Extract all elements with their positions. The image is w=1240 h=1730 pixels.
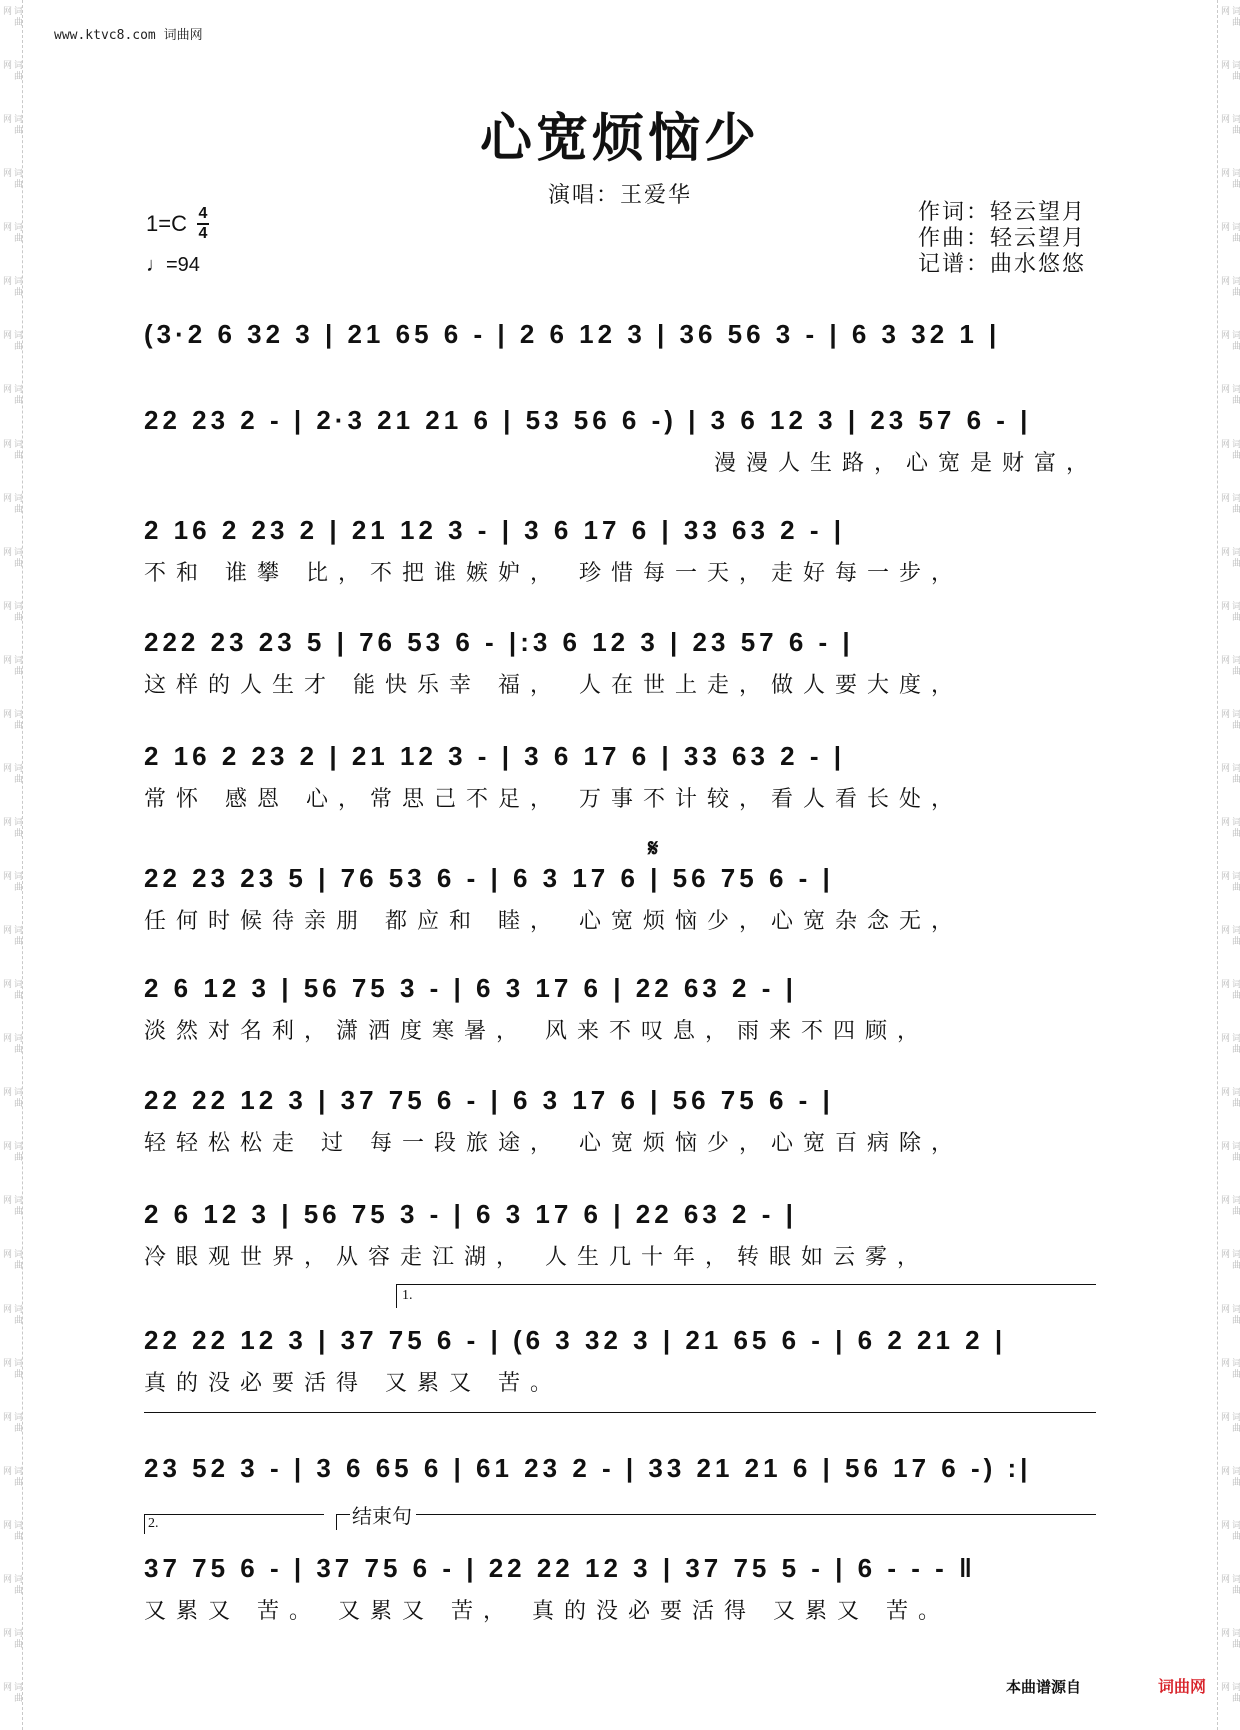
score-system-8 [144,1078,1100,1168]
segno-sign: 𝄋 [648,834,659,862]
first-ending-label: 1. [402,1288,413,1303]
first-ending-bracket-continued [144,1412,1096,1413]
watermark-text: 词曲网 [1,1033,22,1056]
watermark-text: 词曲网 [1219,438,1240,461]
song-title: 心宽烦恼少 [479,108,760,169]
watermark-text: 词曲网 [1,1411,22,1434]
watermark-text: 词曲网 [1,114,22,137]
watermark-text: 词曲网 [1,492,22,515]
watermark-text: 词曲网 [1219,1573,1240,1596]
watermark-text: 词曲网 [1219,979,1240,1002]
watermark-text: 词曲网 [1219,1249,1240,1272]
watermark-text: 词曲网 [1,925,22,948]
watermark-text: 词曲网 [1,708,22,731]
watermark-text: 词曲网 [1,168,22,191]
watermark-text: 词曲网 [1219,60,1240,83]
tempo-marking: ♩=94 [146,254,200,276]
watermark-text: 词曲网 [1,1303,22,1326]
watermark-text: 词曲网 [1,222,22,245]
lyric-line: 轻轻松松走 过 每一段旅途， 心宽烦恼少，心宽百病除， [144,1131,963,1156]
watermark-text: 词曲网 [1,438,22,461]
composer-credit: 作曲：轻云望月 [918,226,1087,251]
watermark-text: 词曲网 [1219,330,1240,353]
score-system-2 [144,398,1100,488]
watermark-text: 词曲网 [1219,1465,1240,1488]
time-signature [197,206,209,242]
watermark-text: 词曲网 [1,276,22,299]
lyric-line: 这样的人生才 能快乐幸 福， 人在世上走，做人要大度， [144,673,963,698]
key-signature [146,206,209,242]
watermark-text: 词曲网 [1219,1087,1240,1110]
watermark-text: 词曲网 [1219,1033,1240,1056]
watermark-text: 词曲网 [1219,384,1240,407]
watermark-text: 词曲网 [1,1087,22,1110]
watermark-text: 词曲网 [1,1465,22,1488]
notation-line: (3·2 6 32 3 | 21 65 6 - | 2 6 12 3 | 36 56 3 - | 6 3 32 1 | [144,319,1001,349]
ending-phrase-label: 结束句 [352,1504,412,1528]
watermark-text: 词曲网 [1219,546,1240,569]
watermark-text: 词曲网 [1,1627,22,1650]
lyric-line: 任何时候待亲朋 都应和 睦， 心宽烦恼少，心宽杂念无， [144,909,963,934]
watermark-text: 词曲网 [1219,654,1240,677]
second-ending-bracket [144,1514,324,1515]
watermark-text: 词曲网 [1,60,22,83]
watermark-text: 词曲网 [1,871,22,893]
watermark-text: 词曲网 [1,1519,22,1542]
right-watermark-strip [1217,0,1240,1730]
watermark-text: 词曲网 [1,654,22,677]
watermark-text: 词曲网 [1219,6,1240,28]
score-system-11 [144,1446,1100,1536]
left-watermark-strip [0,0,23,1730]
score-system-12 [144,1546,1100,1636]
notation-line: 2 16 2 23 2 | 21 12 3 - | 3 6 17 6 | 33 63 2 - | [144,741,846,771]
watermark-text: 词曲网 [1219,1627,1240,1650]
key-label: 1=C [146,211,187,236]
lyric-line: 不和 谁攀 比，不把谁嫉妒， 珍惜每一天，走好每一步， [144,561,963,586]
notation-line: 22 23 23 5 | 76 53 6 - | 6 3 17 6 | 56 75 6 - | [144,863,834,893]
transcriber-credit: 记谱：曲水悠悠 [918,252,1087,277]
score-system-5 [144,734,1100,824]
watermark-text: 词曲网 [1,1249,22,1272]
watermark-text: 词曲网 [1219,276,1240,299]
watermark-text: 词曲网 [1,1357,22,1380]
watermark-text: 词曲网 [1,979,22,1002]
first-ending-bracket [396,1284,1096,1285]
second-ending-bracket-left [144,1514,145,1534]
time-numerator: 4 [198,205,208,222]
watermark-text: 词曲网 [1219,925,1240,948]
watermark-text: 词曲网 [1219,1303,1240,1326]
watermark-text: 词曲网 [1,546,22,569]
score-system-4 [144,620,1100,710]
score-system-7 [144,966,1100,1056]
notation-line: 22 23 2 - | 2·3 21 21 6 | 53 56 6 -) | 3 6 12 3 | 23 57 6 - | [144,405,1032,435]
brand-logo[interactable]: 词曲网 [1158,1677,1207,1696]
watermark-text: 词曲网 [1,384,22,407]
ending-bracket-tick [336,1514,350,1515]
watermark-text: 词曲网 [1219,114,1240,137]
watermark-text: 词曲网 [1,6,22,28]
site-url-text: www.ktvc8.com [54,28,156,43]
watermark-text: 词曲网 [1,600,22,623]
watermark-text: 词曲网 [1219,762,1240,785]
score-system-9 [144,1192,1100,1282]
watermark-text: 词曲网 [1219,168,1240,191]
watermark-text: 词曲网 [1219,492,1240,515]
watermark-text: 词曲网 [1,816,22,839]
notation-line: 2 6 12 3 | 56 75 3 - | 6 3 17 6 | 22 63 2 - | [144,1199,797,1229]
watermark-text: 词曲网 [1,1141,22,1164]
watermark-text: 词曲网 [1219,1141,1240,1164]
watermark-text: 词曲网 [1219,816,1240,839]
notation-line: 22 22 12 3 | 37 75 6 - | 6 3 17 6 | 56 75 6 - | [144,1085,834,1115]
notation-line: 2 16 2 23 2 | 21 12 3 - | 3 6 17 6 | 33 63 2 - | [144,515,846,545]
lyric-line: 漫漫人生路，心宽是财富， [714,451,1099,476]
watermark-text: 词曲网 [1,1681,22,1704]
score-system-6 [144,856,1100,946]
watermark-text: 词曲网 [1,1195,22,1218]
first-ending-bracket-left [396,1284,397,1308]
notation-line: 23 52 3 - | 3 6 65 6 | 61 23 2 - | 33 21 21 6 | 56 17 6 -) :| [144,1453,1032,1483]
ending-bracket-left [336,1514,337,1530]
watermark-text: 词曲网 [1,1573,22,1596]
score-system-3 [144,508,1100,598]
watermark-text: 词曲网 [1219,1681,1240,1704]
notation-line: 22 22 12 3 | 37 75 6 - | (6 3 32 3 | 21 65 6 - | 6 2 21 2 | [144,1325,1007,1355]
watermark-text: 词曲网 [1219,1195,1240,1218]
watermark-text: 词曲网 [1,330,22,353]
credits-block [918,200,1086,278]
lyric-line: 又累又 苦。 又累又 苦， 真的没必要活得 又累又 苦。 [144,1599,950,1624]
watermark-text: 词曲网 [1219,1411,1240,1434]
score-system-10 [144,1318,1100,1408]
notation-line: 222 23 23 5 | 76 53 6 - |:3 6 12 3 | 23 57 6 - | [144,627,854,657]
lyricist-credit: 作词：轻云望月 [918,200,1087,225]
watermark-text: 词曲网 [1219,871,1240,893]
notation-line: 2 6 12 3 | 56 75 3 - | 6 3 17 6 | 22 63 2 - | [144,973,797,1003]
time-denominator: 4 [198,225,208,242]
singer-credit: 演唱：王爱华 [548,183,693,208]
watermark-text: 词曲网 [1219,708,1240,731]
site-name: 词曲网 [163,28,203,43]
lyric-line: 真的没必要活得 又累又 苦。 [144,1371,562,1396]
watermark-text: 词曲网 [1,762,22,785]
watermark-text: 词曲网 [1219,600,1240,623]
watermark-text: 词曲网 [1219,1357,1240,1380]
watermark-text: 词曲网 [1219,222,1240,245]
lyric-line: 淡然对名利，潇洒度寒暑， 风来不叹息，雨来不四顾， [144,1019,929,1044]
notation-line: 37 75 6 - | 37 75 6 - | 22 22 12 3 | 37 75 5 - | 6 - - - ‖ [144,1553,976,1583]
site-url[interactable] [54,24,203,43]
score-system-1 [144,312,1100,402]
ending-bracket [416,1514,1096,1515]
lyric-line: 冷眼观世界，从容走江湖， 人生几十年，转眼如云雾， [144,1245,929,1270]
second-ending-label: 2. [148,1516,159,1531]
watermark-text: 词曲网 [1219,1519,1240,1542]
source-note: 本曲谱源自 [1006,1678,1082,1696]
lyric-line: 常怀 感恩 心，常思己不足， 万事不计较，看人看长处， [144,787,963,812]
